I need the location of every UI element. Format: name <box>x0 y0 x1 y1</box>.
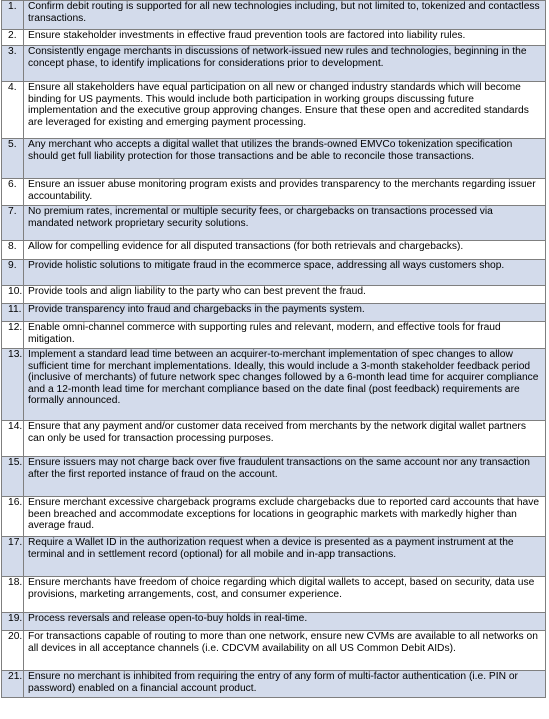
row-number: 8. <box>2 241 24 260</box>
table-row <box>2 613 546 631</box>
table-row <box>2 304 546 322</box>
table-row <box>2 537 546 577</box>
row-text: Ensure stakeholder investments in effective fraud prevention tools are factored into liability rules. <box>24 30 546 46</box>
table-row <box>2 179 546 206</box>
table-row <box>2 1 546 30</box>
row-number: 12. <box>2 322 24 349</box>
row-text: Ensure all stakeholders have equal participation on all new or changed industry standards which will become binding for US payments. This would include both participation in working groups discussing future implementation and the executive group approving changes. Ensure that these open and accredited standards are leveraged for existing and emerging payment processing. <box>24 82 546 139</box>
row-number: 7. <box>2 206 24 241</box>
row-text: Provide transparency into fraud and chargebacks in the payments system. <box>24 304 546 322</box>
row-text: Provide holistic solutions to mitigate fraud in the ecommerce space, addressing all ways customers shop. <box>24 260 546 286</box>
row-text: Allow for compelling evidence for all disputed transactions (for both retrievals and chargebacks). <box>24 241 546 260</box>
row-text: Ensure no merchant is inhibited from requiring the entry of any form of multi-factor authentication (i.e. PIN or password) enabled on a financial account product. <box>24 671 546 698</box>
table-row <box>2 577 546 613</box>
table-row <box>2 631 546 671</box>
row-number: 13. <box>2 349 24 421</box>
row-text: Ensure issuers may not charge back over five fraudulent transactions on the same account nor any transaction after the first reported instance of fraud on the account. <box>24 457 546 497</box>
row-text: Consistently engage merchants in discussions of network-issued new rules and technologies, beginning in the concept phase, to identify implications for considerations prior to development. <box>24 46 546 82</box>
row-text: Process reversals and release open-to-buy holds in real-time. <box>24 613 546 631</box>
row-text: No premium rates, incremental or multiple security fees, or chargebacks on transactions processed via mandated network proprietary security solutions. <box>24 206 546 241</box>
row-text: Confirm debit routing is supported for all new technologies including, but not limited to, tokenized and contactless transactions. <box>24 1 546 30</box>
row-text: Any merchant who accepts a digital wallet that utilizes the brands-owned EMVCo tokenization specification should get full liability protection for those transactions and be able to reconcile those transactions. <box>24 139 546 179</box>
row-number: 15. <box>2 457 24 497</box>
row-text: For transactions capable of routing to more than one network, ensure new CVMs are available to all networks on all devices in all acceptance channels (i.e. CDCVM availability on all US Common Debit AIDs). <box>24 631 546 671</box>
row-number: 1. <box>2 1 24 30</box>
table-row <box>2 286 546 304</box>
row-number: 3. <box>2 46 24 82</box>
table-row <box>2 260 546 286</box>
table-row <box>2 241 546 260</box>
table-row <box>2 671 546 698</box>
table-row <box>2 46 546 82</box>
table-row <box>2 82 546 139</box>
table-row <box>2 322 546 349</box>
row-text: Provide tools and align liability to the party who can best prevent the fraud. <box>24 286 546 304</box>
row-text: Implement a standard lead time between an acquirer-to-merchant implementation of spec changes to allow sufficient time for merchant implementations. Ideally, this would include a 3-month stakeholder feedback period (inclusive of merchants) of future network spec changes followed by a 6-month lead time for acquirer compliance and a 12-month lead time for merchant compliance based on the date final (post feedback) requirements are formally announced. <box>24 349 546 421</box>
row-number: 18. <box>2 577 24 613</box>
row-number: 4. <box>2 82 24 139</box>
table-row <box>2 457 546 497</box>
row-number: 5. <box>2 139 24 179</box>
table-row <box>2 497 546 537</box>
row-number: 16. <box>2 497 24 537</box>
row-number: 19. <box>2 613 24 631</box>
row-number: 20. <box>2 631 24 671</box>
row-text: Require a Wallet ID in the authorization request when a device is presented as a payment instrument at the terminal and in settlement record (optional) for all mobile and in-app transactions. <box>24 537 546 577</box>
table-row <box>2 30 546 46</box>
table-row <box>2 139 546 179</box>
table-row <box>2 206 546 241</box>
row-text: Ensure that any payment and/or customer data received from merchants by the network digital wallet partners can only be used for transaction processing purposes. <box>24 421 546 457</box>
row-text: Ensure an issuer abuse monitoring program exists and provides transparency to the merchants regarding issuer accountability. <box>24 179 546 206</box>
row-number: 11. <box>2 304 24 322</box>
row-number: 10. <box>2 286 24 304</box>
row-text: Ensure merchants have freedom of choice regarding which digital wallets to accept, based on security, data use provisions, marketing arrangements, cost, and consumer experience. <box>24 577 546 613</box>
row-text: Enable omni-channel commerce with supporting rules and relevant, modern, and effective tools for fraud mitigation. <box>24 322 546 349</box>
row-number: 2. <box>2 30 24 46</box>
requirements-table <box>1 0 546 698</box>
table-row <box>2 349 546 421</box>
table-row <box>2 421 546 457</box>
row-number: 17. <box>2 537 24 577</box>
row-number: 21. <box>2 671 24 698</box>
row-number: 14. <box>2 421 24 457</box>
row-text: Ensure merchant excessive chargeback programs exclude chargebacks due to reported card accounts that have been breached and accommodate exceptions for locations in geographic markets with markedly higher than average fraud. <box>24 497 546 537</box>
row-number: 9. <box>2 260 24 286</box>
row-number: 6. <box>2 179 24 206</box>
